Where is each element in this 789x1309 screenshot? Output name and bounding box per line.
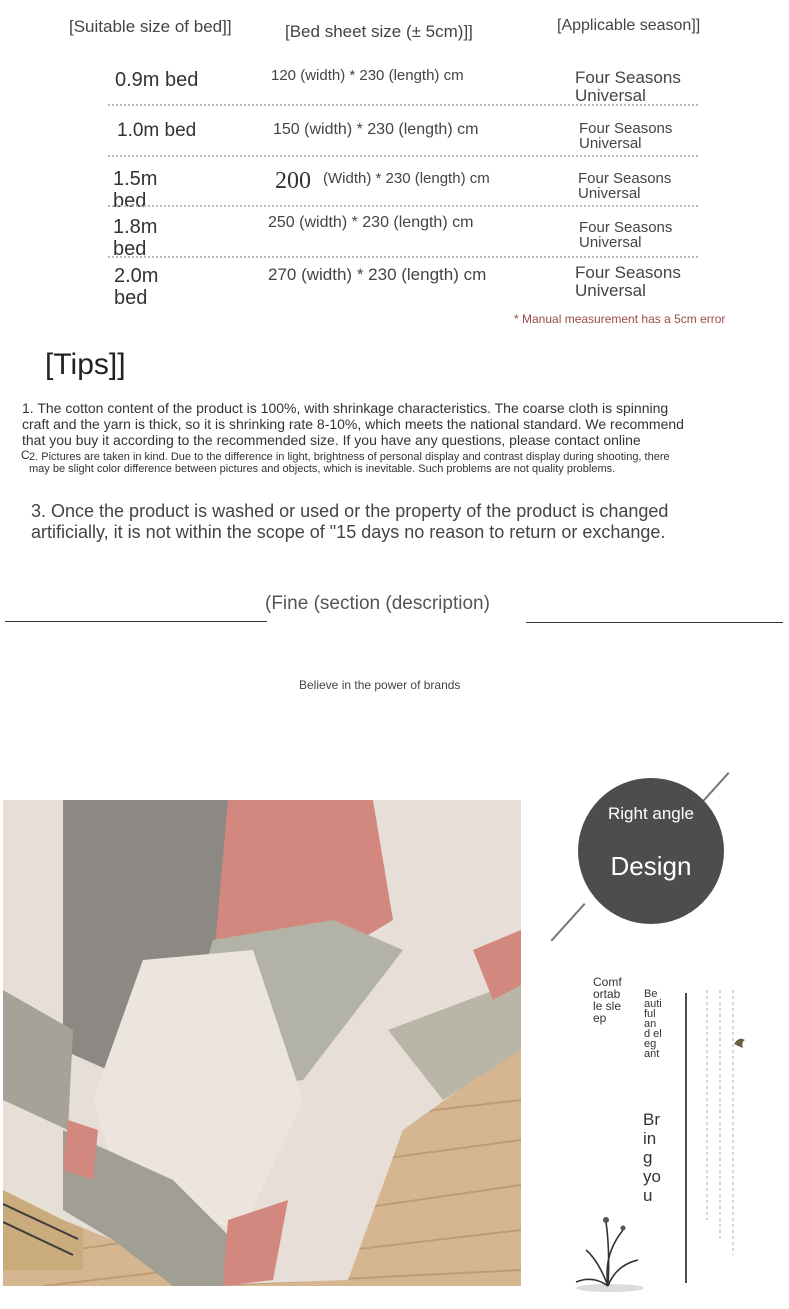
badge-line2: Design (610, 851, 692, 881)
row1-season-line1: Four Seasons (575, 68, 681, 87)
row2-bed: 1.0m bed (117, 120, 197, 141)
header-sheet-size: [Bed sheet size (± 5cm)]] (285, 22, 473, 41)
row3-bed-line1: 1.5m (113, 168, 158, 190)
row1-bed: 0.9m bed (115, 69, 199, 91)
row2-season-line1: Four Seasons (579, 120, 673, 137)
tip-1-line: craft and the yarn is thick, so it is shrinking rate 8-10%, which meets the national standard. We recommend (22, 416, 684, 432)
divider-right (526, 622, 783, 623)
tip-1-line: 1. The cotton content of the product is 100%, with shrinkage characteristics. The coarse cloth is spinning (22, 400, 669, 416)
tips-title: [Tips]] (45, 348, 126, 381)
row2-season-line2: Universal (579, 135, 642, 152)
row-divider (108, 256, 698, 258)
badge-line1: Right angle (607, 804, 694, 823)
vertical-rule (685, 993, 687, 1283)
decorative-script (700, 990, 745, 1260)
row-divider (108, 155, 698, 157)
measurement-note: * Manual measurement has a 5cm error (514, 312, 726, 326)
row5-bed-line2: bed (114, 287, 148, 309)
row2-dimension: 150 (width) * 230 (length) cm (273, 121, 479, 138)
section-subtitle: Believe in the power of brands (299, 678, 461, 692)
divider-left (5, 621, 267, 622)
vertical-text-elegant: Beautiful and elegant (644, 988, 662, 1060)
row4-bed-line2: bed (113, 238, 147, 260)
row3-bed-line2: bed (113, 190, 147, 212)
tip-2-marker: C (21, 448, 30, 462)
row3-dimension-rest: (Width) * 230 (length) cm (323, 170, 490, 187)
tip-2 (29, 451, 779, 475)
header-bed-size: [Suitable size of bed]] (69, 17, 232, 36)
tip-3-line: 3. Once the product is washed or used or the property of the product is changed (31, 501, 669, 521)
header-season: [Applicable season]] (557, 17, 701, 34)
row4-dimension: 250 (width) * 230 (length) cm (268, 214, 474, 231)
row5-season-line1: Four Seasons (575, 263, 681, 282)
tip-3-line: artificially, it is not within the scope of "15 days no reason to return or exchange. (31, 522, 666, 542)
row4-season-line2: Universal (579, 234, 642, 251)
row4-bed-line1: 1.8m (113, 216, 158, 238)
row1-season-line2: Universal (575, 86, 646, 105)
decor-line (551, 903, 586, 941)
product-photo (3, 800, 521, 1286)
vertical-text-comfortable: Comfortable sleep (593, 975, 622, 1025)
sheet-pink-corner (63, 1120, 98, 1180)
bird-icon (731, 1032, 751, 1052)
row1-dimension: 120 (width) * 230 (length) cm (271, 67, 464, 84)
row-divider (108, 205, 698, 207)
row3-dimension-number: 200 (275, 168, 311, 194)
tip-2-line: may be slight color difference between pictures and objects, which is inevitable. Such problems are not quality problems. (29, 463, 616, 475)
row3-season-line1: Four Seasons (578, 170, 672, 187)
row3-season-line2: Universal (578, 185, 641, 202)
row5-dimension: 270 (width) * 230 (length) cm (268, 265, 487, 284)
row-divider (108, 104, 698, 106)
tip-1 (22, 400, 782, 448)
section-title: (Fine (section (description) (265, 593, 490, 614)
tip-1-line: that you buy it according to the recommended size. If you have any questions, please contact online (22, 432, 641, 448)
tip-3 (31, 501, 771, 543)
row5-bed-line1: 2.0m (114, 265, 159, 287)
vertical-text-bring-you: Bring you (643, 1110, 661, 1205)
row5-season-line2: Universal (575, 281, 646, 300)
row4-season-line1: Four Seasons (579, 219, 673, 236)
orchid-icon (568, 1210, 648, 1295)
tip-2-line: 2. Pictures are taken in kind. Due to the difference in light, brightness of personal display and contrast display during shooting, there (29, 451, 670, 463)
